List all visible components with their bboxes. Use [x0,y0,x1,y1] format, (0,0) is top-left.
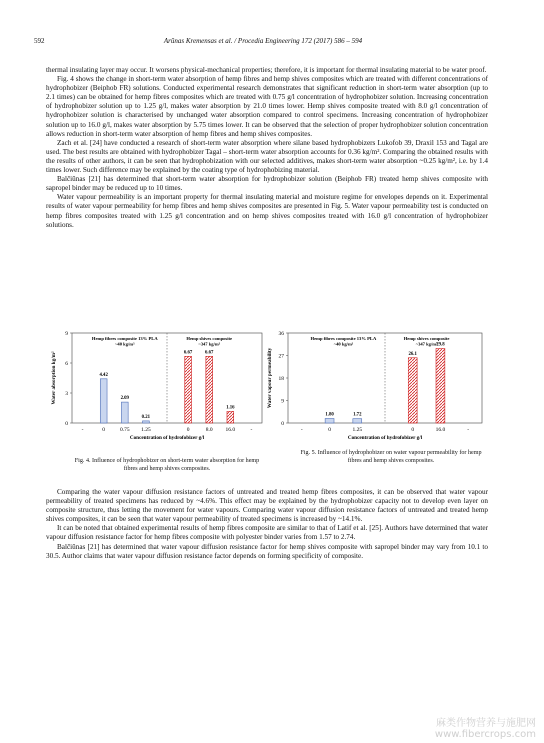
figure-4-caption: Fig. 4. Influence of hydrophobizer on short-term water absorption for hemp fibres and hemp shives composites. [74,458,260,472]
group-label-density: ~347 kg/m³ [198,341,221,347]
y-tick-label: 0 [65,421,68,427]
group-label: Hemp fibres composite 13% PLA [310,336,377,341]
y-tick-label: 9 [65,331,68,337]
water-absorption-chart [46,325,268,443]
paragraph: It can be noted that obtained experimental results of hemp fibres composite are similar to that of Latif et al. [25]. Authors have determined that water vapour diffusion resistance factor for hemp fibres composite with polyester binder varies from 1.57 to 2.74. [46,524,488,542]
bar [227,411,234,423]
x-tick-dash: - [467,427,470,433]
group-label-density: ~347 kg/m³ [415,341,438,347]
data-label: 1.80 [325,412,334,418]
data-label: 2.09 [120,396,129,402]
x-tick-label: 1.25 [141,427,151,433]
x-axis-label: Concentration of hydrofobizer g/l [129,435,205,441]
vapour-permeability-chart [262,325,488,443]
data-label: 6.67 [205,350,214,356]
data-label: 26.1 [408,351,417,357]
y-tick-label: 36 [278,331,284,337]
x-tick-dash: - [250,427,253,433]
paragraph: Balčiūnas [21] has determined that short-term water absorption for hydrophobizer solution (Beiphob FR) treated hemp shives composite with sapropel binder may be reduced up to 10 times. [46,175,488,193]
x-tick-dash: - [81,427,84,433]
y-axis-label: Water absorption kg/m² [51,351,57,405]
y-tick-label: 9 [281,398,284,405]
watermark-url: www.fibercrops.com [434,729,536,740]
page-number: 592 [34,37,45,45]
y-tick-label: 6 [65,361,68,367]
bar [121,402,128,423]
data-label: 29.8 [436,342,445,348]
group-label: Hemp shives composite [403,336,450,341]
watermark-cn: 麻类作物营养与施肥网 [436,718,536,729]
data-label: 0.21 [141,414,151,420]
data-label: 4.42 [99,372,108,378]
x-tick-label: 16.0 [435,427,446,433]
group-label-density: ~40 kg/m³ [333,341,354,347]
bar [325,419,334,424]
paragraph: Zach et al. [24] have conducted a research of short-term water absorption where silane based hydrophobizers Lukofob 39, Draxil 153 and Tagal are used. The best results are obtained with hydrophobizer Tagal – short-term water absorption accounts for 0.36 kg/m². Comparing the obtained results with the results of other authors, it can be seen that hydrophobization with our selected additives, makes short-term water absorption ~0.25 kg/m², i.e. by 1.4 times lower. Such difference may be explained by the coating type of hydrophobizing material. [46,138,488,175]
x-tick-label: 16.0 [225,427,236,433]
paragraph: Water vapour permeability is an important property for thermal insulating material and moisture regime for envelopes depends on it. Experimental results of water vapour permeability for hemp fibres and hemp shives composites are presented in Fig. 5. Water vapour permeability test is conducted on hemp fibres composites treated with 1.25 g/l concentration and on hemp shives composites treated with 16.0 g/l concentration of hydrophobizer solutions. [46,193,488,229]
data-label: 6.67 [183,350,193,356]
y-tick-label: 3 [65,391,68,397]
data-label: 1.72 [353,412,362,418]
bar [353,419,362,423]
bar [100,379,107,423]
paragraph: Fig. 4 shows the change in short-term water absorption of hemp fibres and hemp shives composites which are treated with different concentrations of hydrophobizer (Beiphob FR) solutions. Conducted experimental research demonstrates that significant reduction in short-term water absorption (up to 2.1 times) can be obtained for hemp fibres composites which are treated with 0.75 g/l concentration of hydrophobizer solution. Increasing concentration of hydrophobizer solution up to 1.25 g/l, makes water absorption by 21.0 times lower. Hemp shives composite treated with 8.0 g/l concentration of hydrophobizer solution is characterised by unchanged water absorption compared to control specimens. Increasing concentration of hydrophobizer solution up to 16.0 g/l, makes water absorption by 5.75 times lower. It can be observed that the selection of proper hydrophobizer solution concentration allows reduction in short-term water absorption of hemp fibres and hemp shives composites. [46,75,488,138]
paragraph: Balčiūnas [21] has determined that water vapour diffusion resistance factor for hemp shives composite with sapropel binder may vary from 10.1 to 30.5. Author claims that water vapour diffusion resistance factor depends on forming specificity of composite. [46,542,488,560]
y-tick-label: 27 [278,353,284,360]
bar [436,349,445,424]
y-tick-label: 0 [281,421,284,427]
x-axis-label: Concentration of hydrofobizer g/l [347,435,423,441]
x-tick-label: 8.0 [205,427,213,433]
x-tick-label: 0 [411,427,415,433]
y-axis-label: Water vapour permeability [267,347,273,409]
group-label-density: ~40 kg/m³ [115,341,135,347]
body-text-bottom [46,488,488,561]
paragraph: thermal insulating layer may occur. It worsens physical-mechanical properties; therefore, it is important for thermal insulating material to be water proof. [46,66,487,74]
bar [143,421,150,423]
group-label: Hemp shives composite [186,336,233,341]
paragraph: Comparing the water vapour diffusion resistance factors of untreated and treated hemp fibres composites, it can be observed that water vapour permeability of treated specimens has reduced by ~4.6%. This effect may be explained by the hydrophobizer capacity not to develop even layer on composite structure, thus letting the movement for water vapours. Comparing water vapour diffusion resistance factors of untreated and treated hemp shives composites, it can be seen that water vapour permeability of treated specimens is increased by ~14.1%. [46,488,488,524]
figure-4-chart [46,325,268,443]
x-tick-dash: - [300,427,303,433]
running-citation: Arūnas Kremensas et al. / Procedia Engineering 172 (2017) 586 – 594 [163,37,363,45]
figure-5-chart [262,325,488,443]
bar [206,356,213,423]
figure-5-caption: Fig. 5. Influence of hydrophobizer on water vapour permeability for hemp fibres and hemp shives composites. [300,450,482,464]
group-label: Hemp fibres composite 13% PLA [91,336,158,341]
x-tick-label: 1.25 [352,427,363,433]
x-tick-label: 0 [328,427,331,433]
body-text-top [46,66,488,230]
y-tick-label: 18 [278,376,284,382]
x-tick-label: 0 [102,427,106,433]
bar [408,358,417,423]
watermark [435,714,536,740]
bar [185,356,192,423]
x-tick-label: 0 [186,427,190,433]
x-tick-label: 0.75 [119,427,130,433]
data-label: 1.16 [226,405,235,411]
